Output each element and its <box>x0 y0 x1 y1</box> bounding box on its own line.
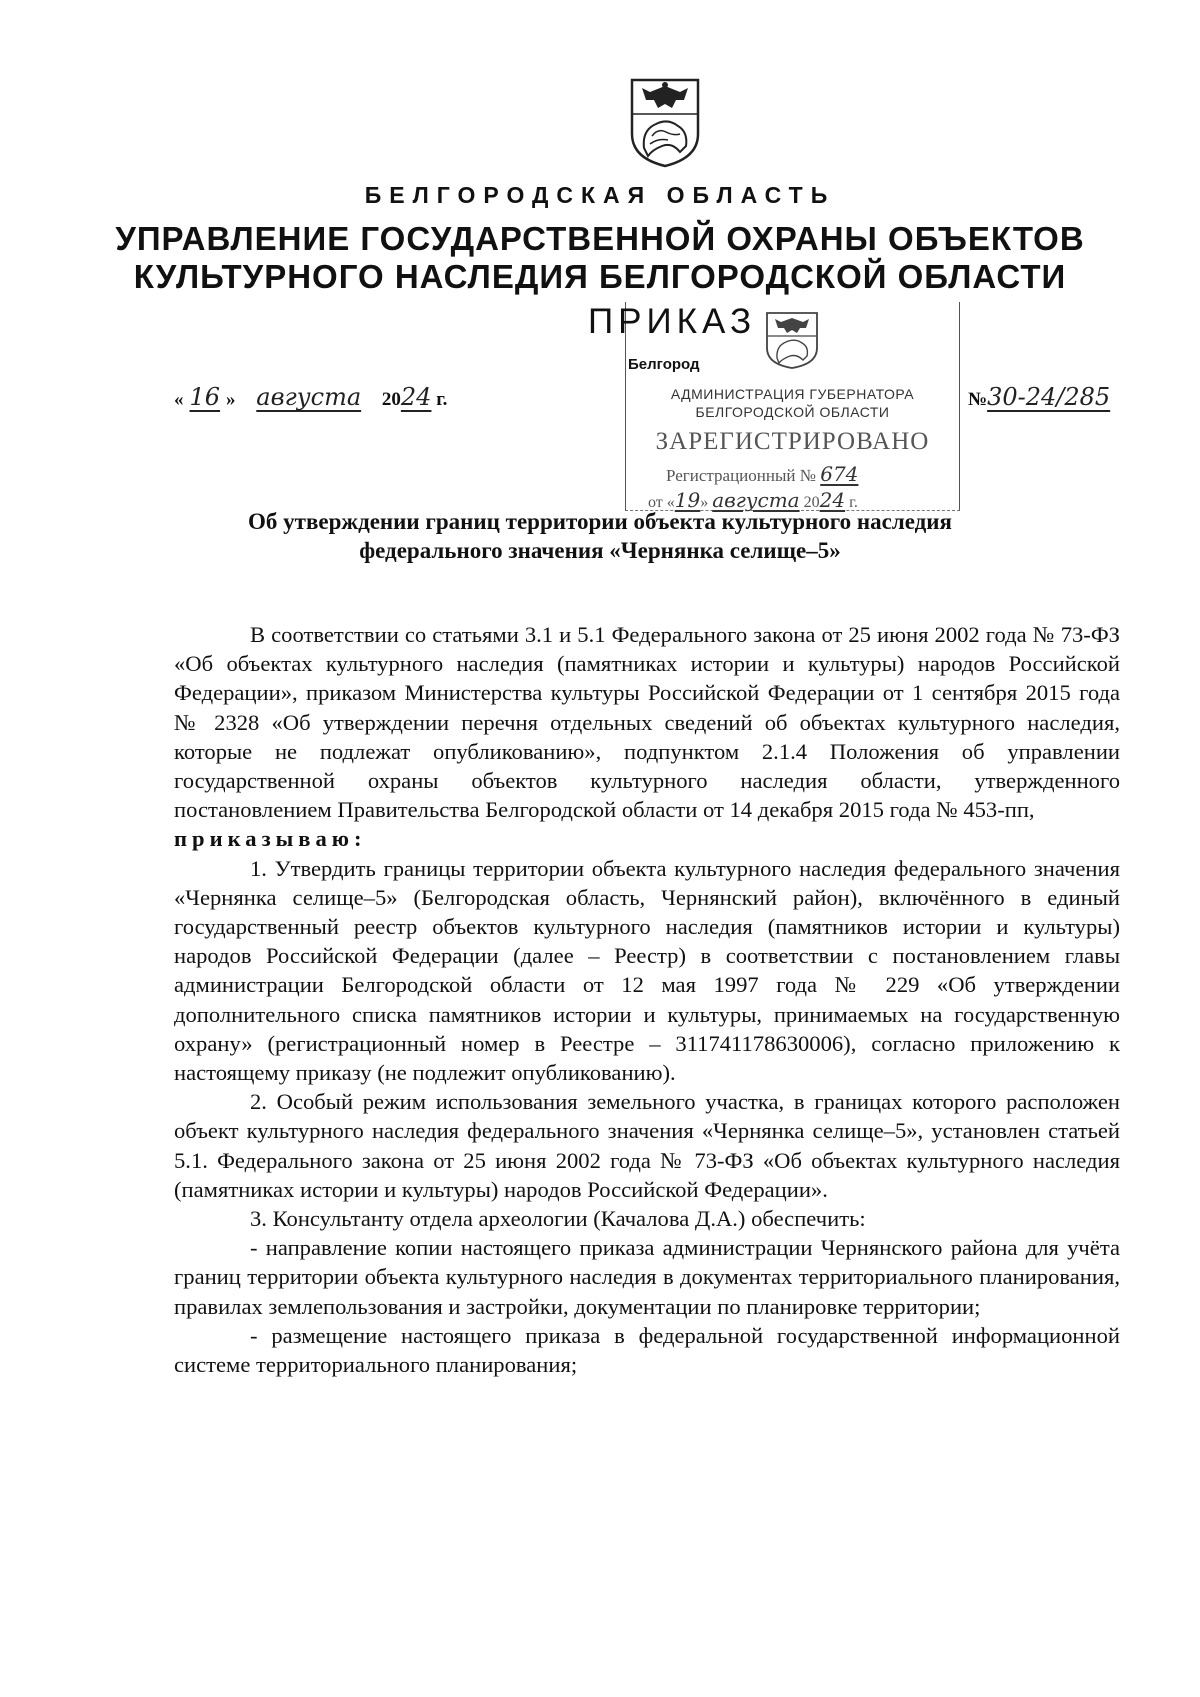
item-2-paragraph: 2. Особый режим использования земельного участка, в границах которого расположен объект культурного наследия федерального значения «Чернянка селище–5», установлен статьей 5.1. Федерального закона от 25 июня 2002 года № 73-ФЗ «Об объектах культурного наследия (памятниках истории и культуры) народов Российской Федерации». <box>174 1089 1120 1202</box>
date-year-mark: г. <box>436 389 448 410</box>
item-3b-paragraph: - размещение настоящего приказа в федеральной государственной информационной системе территориального планирования; <box>174 1322 1120 1378</box>
preamble-paragraph: В соответствии со статьями 3.1 и 5.1 Федерального закона от 25 июня 2002 года № 73-ФЗ «Об объектах культурного наследия (памятниках истории и культуры) народов Российской Федерации», приказом Министерства культуры Российской Федерации от 1 сентября 2015 года № 2328 «Об утверждении перечня отдельных сведений об объектах культурного наследия, которые не подлежат опубликованию», подпунктом 2.1.4 Положения об управлении государственной охраны объектов культурного наследия области, утвержденного постановлением Правительства Белгородской области от 14 декабря 2015 года № 453-пп, <box>174 622 1120 823</box>
date-close-quote: » <box>226 389 236 410</box>
stamp-org-line-1: АДМИНИСТРАЦИЯ ГУБЕРНАТОРА <box>670 386 915 402</box>
stamp-date-day: 19 <box>674 488 701 512</box>
coat-of-arms-icon <box>628 76 702 168</box>
document-type: ПРИКАЗ <box>588 302 757 341</box>
date-year-prefix: 20 <box>381 389 401 410</box>
stamp-date-mid: » <box>700 494 709 511</box>
stamp-reg-number: 674 <box>820 462 859 486</box>
stamp-year-prefix: 20 <box>803 494 820 511</box>
city: Белгород <box>628 356 700 373</box>
stamp-year-suffix: 24 <box>819 488 846 512</box>
order-body <box>174 620 1120 1379</box>
order-date <box>174 383 447 411</box>
stamp-status: ЗАРЕГИСТРИРОВАНО <box>655 428 930 455</box>
order-number-label: № <box>968 389 988 410</box>
stamp-coat-of-arms-icon <box>763 310 821 370</box>
subject-line-2: федерального значения «Чернянка селище–5» <box>359 538 841 563</box>
order-number-value: 30-24/285 <box>987 383 1111 411</box>
authority-name-line-2: КУЛЬТУРНОГО НАСЛЕДИЯ БЕЛГОРОДСКОЙ ОБЛАСТИ <box>133 258 1067 295</box>
order-word: приказываю: <box>174 826 367 852</box>
stamp-year-mark: г. <box>849 494 858 511</box>
stamp-registration-number <box>666 462 858 486</box>
stamp-reg-label: Регистрационный № <box>666 466 816 485</box>
date-month: августа <box>256 383 362 411</box>
date-day: 16 <box>189 383 221 411</box>
region-name: БЕЛГОРОДСКАЯ ОБЛАСТЬ <box>364 182 836 208</box>
item-1-paragraph: 1. Утвердить границы территории объекта культурного наследия федерального значения «Чернянка селище–5» (Белгородская область, Чернянский район), включённого в единый государственный реестр объектов культурного наследия (памятников истории и культуры) народов Российской Федерации (далее – Реестр) в соответствии с постановлением главы администрации Белгородской области от 12 мая 1997 года № 229 «Об утверждении дополнительного списка памятников истории и культуры, принимаемых на государственную охрану» (регистрационный номер в Реестре – 311741178630006), согласно приложению к настоящему приказу (не подлежит опубликованию). <box>174 855 1120 1086</box>
item-3-paragraph: 3. Консультанту отдела археологии (Качалова Д.А.) обеспечить: <box>250 1206 866 1232</box>
date-open-quote: « <box>174 389 184 410</box>
subject-line-1: Об утверждении границ территории объекта культурного наследия <box>248 509 952 534</box>
order-number <box>968 383 1110 411</box>
stamp-date-month: августа <box>712 488 800 512</box>
authority-name-line-1: УПРАВЛЕНИЕ ГОСУДАРСТВЕННОЙ ОХРАНЫ ОБЪЕКТОВ <box>115 220 1085 257</box>
stamp-date-prefix: от « <box>648 494 675 511</box>
stamp-org-line-2: БЕЛГОРОДСКОЙ ОБЛАСТИ <box>695 404 890 420</box>
item-3a-paragraph: - направление копии настоящего приказа администрации Чернянского района для учёта границ территории объекта культурного наследия в документах территориального планирования, правилах землепользования и застройки, документации по планировке территории; <box>174 1235 1120 1319</box>
date-year-suffix: 24 <box>400 383 432 411</box>
